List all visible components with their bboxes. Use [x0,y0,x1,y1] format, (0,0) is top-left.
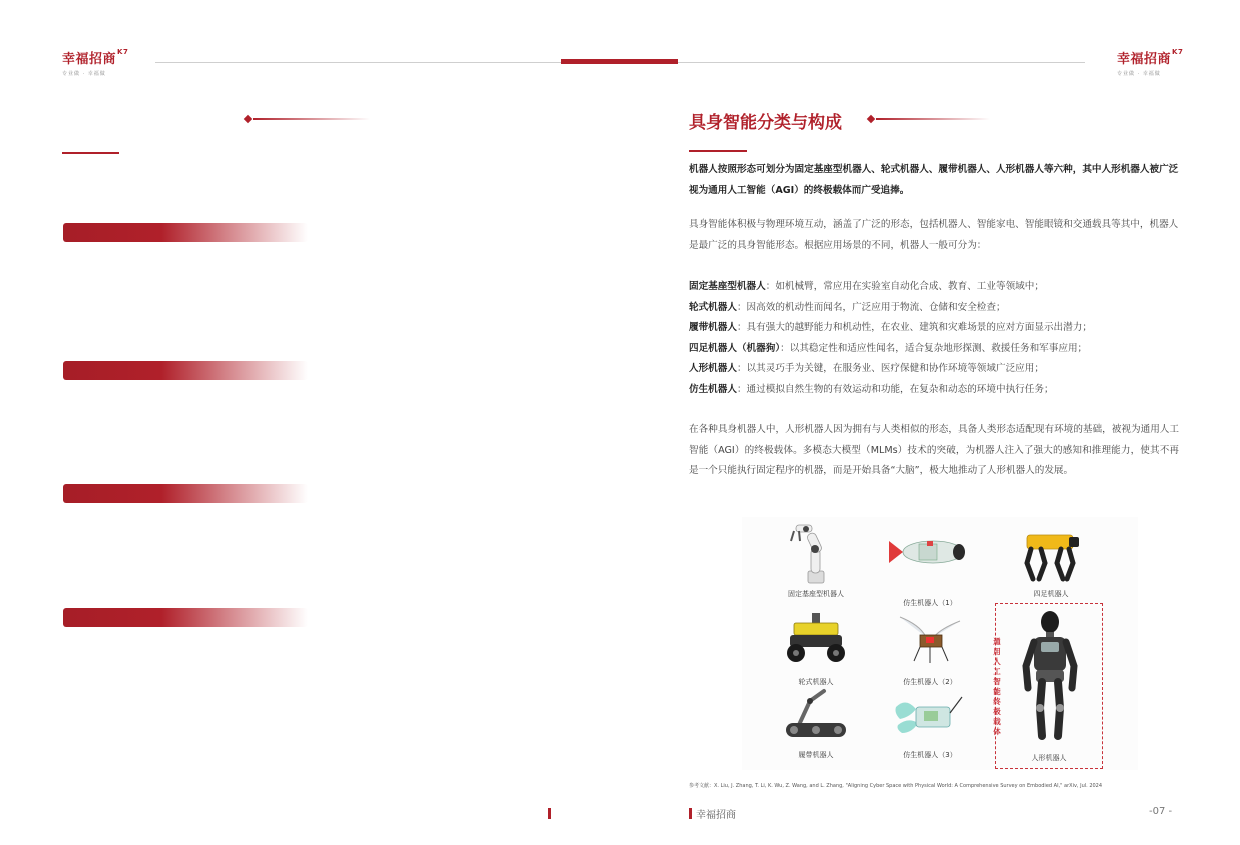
caption-bionic3: 仿生机器人（3） [903,751,957,759]
body-paragraph-2: 具身智能体积极与物理环境互动，涵盖了广泛的形态，包括机器人、智能家电、智能眼镜和交通载具等其中，机器人是最广泛的具身智能形态。根据应用场景的不同，机器人一般可分为： [689,219,1179,251]
figure-cell-tracked [756,687,876,760]
section-banner-3 [63,484,308,503]
list-item: 四足机器人（机器狗）：以其稳定性和适应性闻名，适合复杂地形探测、救援任务和军事应用； [689,342,1088,354]
humanoid-vertical-note: 通用人工智能终极载体 [993,637,1001,736]
title-decoration [868,116,990,122]
figure-cell-fixed [756,519,876,599]
robot-soft-icon [894,687,966,745]
left-title-decoration [245,116,370,122]
caption-fixed: 固定基座型机器人 [788,590,844,598]
robot-types-list [689,277,1179,400]
robot-dog-icon [1015,525,1087,583]
robot-arm-icon [780,519,852,577]
intro-paragraph: 机器人按照形态可划分为固定基座型机器人、轮式机器人、履带机器人、人形机器人等六种，其中人形机器人被广泛视为通用人工智能（AGI）的终极载体而广受追捧。 [689,164,1179,196]
figure-cell-quadruped [991,525,1111,599]
list-item: 轮式机器人：因高效的机动性而闻名，广泛应用于物流、仓储和安全检查； [689,301,1006,313]
figure-cell-bionic1 [870,527,990,608]
robot-insect-icon [894,611,966,669]
left-title-underline [62,152,119,154]
section-banner-2 [63,361,308,380]
page-number: -07 - [1149,806,1173,817]
robot-wheeled-icon [780,611,852,669]
logo-subtitle: 专业做 · 幸福做 [1117,71,1161,77]
humanoid-highlight-box [995,603,1103,769]
caption-bionic1: 仿生机器人（1） [903,599,957,607]
robot-fish-icon [894,527,966,585]
section-banner-4 [63,608,308,627]
body-paragraph-4: 在各种具身机器人中，人形机器人因为拥有与人类相似的形态，具备人类形态适配现有环境的基础，被视为通用人工智能（AGI）的终极载体。多模态大模型（MLMs）技术的突破，为机器人注入了强大的感知和推理能力，使其不再是一个只能执行固定程序的机器，而是开始具备“大脑”，极大地推动了人形机器人的发展。 [689,424,1179,476]
title-underline [689,150,747,152]
figure-cell-bionic2 [870,611,990,687]
caption-tracked: 履带机器人 [798,751,834,759]
figure-cell-wheeled [756,611,876,687]
reference-note: 参考文献：X. Liu, J. Zhang, T. Li, K. Wu, Z. Wang, and L. Zhang, "Aligning Cyber Space with Physical World: A Comprehensive Survey on Embodied AI," arXiv, Jul. 2024 [689,783,1103,789]
section-title: 具身智能分类与构成 [689,113,842,133]
footer-mark-left [548,808,551,819]
caption-wheeled: 轮式机器人 [798,678,834,686]
figure-cell-bionic3 [870,687,990,760]
list-item: 人形机器人：以其灵巧手为关键，在服务业、医疗保健和协作环境等领域广泛应用； [689,363,1044,374]
logo-name: 幸福招商$^{K7}$ [1117,48,1184,67]
logo-name: 幸福招商$^{K7}$ [62,48,129,67]
footer-brand: 幸福招商 [696,810,736,821]
list-item: 仿生机器人：通过模拟自然生物的有效运动和功能，在复杂和动态的环境中执行任务； [689,383,1054,395]
section-banner-1 [63,223,308,242]
caption-bionic2: 仿生机器人（2） [903,678,957,686]
caption-humanoid: 人形机器人 [1031,754,1067,762]
humanoid-robot-icon [996,604,1104,744]
header-accent-bar [561,59,678,64]
caption-quadruped: 四足机器人 [1033,590,1069,598]
logo-right [1117,48,1183,77]
footer-mark-right [689,808,692,819]
robot-tracked-icon [780,687,852,745]
list-item: 固定基座型机器人：如机械臂，常应用在实验室自动化合成、教育、工业等领域中； [689,281,1044,292]
logo-subtitle: 专业做 · 幸福做 [62,71,106,77]
logo-left [62,48,128,77]
robot-classification-figure [742,517,1138,770]
list-item: 履带机器人：具有强大的越野能力和机动性，在农业、建筑和灾难场景的应对方面显示出潜力； [689,322,1092,333]
